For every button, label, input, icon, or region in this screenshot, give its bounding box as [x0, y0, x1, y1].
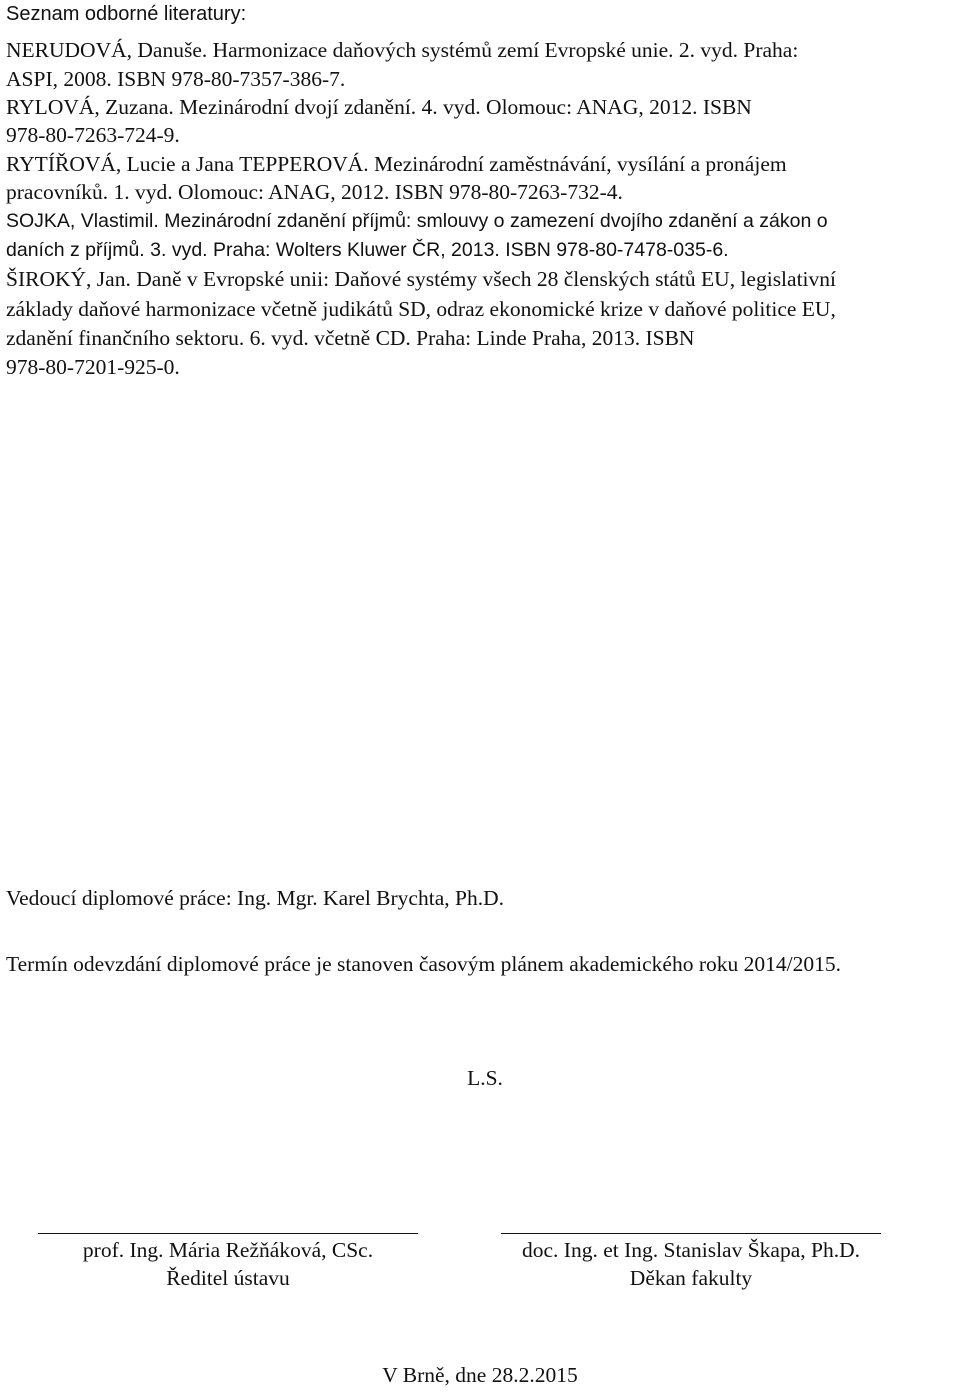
literature-heading: Seznam odborné literatury:	[6, 3, 247, 25]
signature-rule	[38, 1233, 418, 1234]
signature-role: Ředitel ústavu	[166, 1266, 290, 1290]
signature-role: Děkan fakulty	[629, 1266, 753, 1290]
signature-name: prof. Ing. Mária Režňáková, CSc.	[82, 1238, 374, 1262]
signature-rule	[501, 1233, 881, 1234]
deadline-line: Termín odevzdání diplomové práce je stanoven časovým plánem akademického roku 2014/2015.	[6, 952, 841, 976]
reference-line: základy daňové harmonizace včetně judikátů SD, odraz ekonomické krize v daňové politice EU,	[6, 297, 836, 321]
reference-line: daních z příjmů. 3. vyd. Praha: Wolters Kluwer ČR, 2013. ISBN 978-80-7478-035-6.	[6, 239, 729, 261]
reference-line: 978-80-7263-724-9.	[6, 123, 180, 147]
place-date: V Brně, dne 28.2.2015	[382, 1363, 578, 1387]
reference-line: RYLOVÁ, Zuzana. Mezinárodní dvojí zdanění. 4. vyd. Olomouc: ANAG, 2012. ISBN	[6, 95, 752, 119]
reference-line: RYTÍŘOVÁ, Lucie a Jana TEPPEROVÁ. Mezinárodní zaměstnávání, vysílání a pronájem	[6, 152, 787, 176]
signature-name: doc. Ing. et Ing. Stanislav Škapa, Ph.D.	[522, 1238, 860, 1262]
seal-label: L.S.	[467, 1066, 503, 1090]
reference-line: ASPI, 2008. ISBN 978-80-7357-386-7.	[6, 67, 346, 91]
reference-line: ŠIROKÝ, Jan. Daně v Evropské unii: Daňové systémy všech 28 členských států EU, legislativní	[6, 267, 836, 291]
supervisor-line: Vedoucí diplomové práce: Ing. Mgr. Karel Brychta, Ph.D.	[6, 886, 504, 910]
reference-line: SOJKA, Vlastimil. Mezinárodní zdanění příjmů: smlouvy o zamezení dvojího zdanění a zákon o	[6, 210, 828, 232]
reference-line: 978-80-7201-925-0.	[6, 355, 180, 379]
reference-line: zdanění finančního sektoru. 6. vyd. včetně CD. Praha: Linde Praha, 2013. ISBN	[6, 326, 695, 350]
reference-line: pracovníků. 1. vyd. Olomouc: ANAG, 2012. ISBN 978-80-7263-732-4.	[6, 180, 623, 204]
reference-line: NERUDOVÁ, Danuše. Harmonizace daňových systémů zemí Evropské unie. 2. vyd. Praha:	[6, 38, 799, 62]
